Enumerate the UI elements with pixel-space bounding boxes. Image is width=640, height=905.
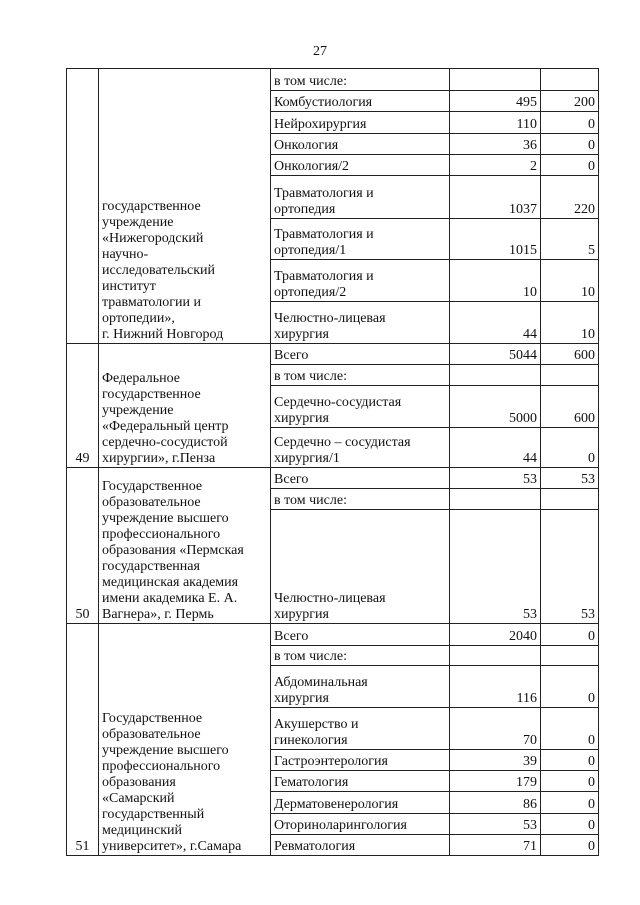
row-number: 51 bbox=[67, 624, 99, 856]
value-total bbox=[450, 69, 541, 91]
profile-cell bbox=[271, 386, 450, 428]
profile-label: Гематология bbox=[274, 775, 349, 790]
profile-cell bbox=[271, 646, 450, 666]
value-secondary: 53 bbox=[541, 510, 599, 624]
value-total: 5000 bbox=[450, 386, 541, 428]
value-total bbox=[450, 365, 541, 386]
value-total: 2 bbox=[450, 155, 541, 176]
value-total: 1037 bbox=[450, 176, 541, 219]
value-total: 36 bbox=[450, 134, 541, 155]
value-secondary bbox=[541, 489, 599, 510]
allocation-table bbox=[66, 68, 599, 856]
profile-cell bbox=[271, 344, 450, 365]
value-total: 53 bbox=[450, 814, 541, 835]
value-total: 44 bbox=[450, 428, 541, 468]
value-secondary: 53 bbox=[541, 468, 599, 489]
profile-label: Дерматовенерология bbox=[274, 797, 399, 812]
row-number bbox=[67, 69, 99, 344]
profile-label: Челюстно-лицевая хирургия bbox=[274, 591, 386, 622]
value-secondary: 0 bbox=[541, 771, 599, 792]
profile-cell bbox=[271, 69, 450, 91]
value-total: 53 bbox=[450, 510, 541, 624]
profile-cell bbox=[271, 302, 450, 344]
organization-cell bbox=[99, 624, 271, 856]
value-total: 70 bbox=[450, 708, 541, 750]
value-secondary: 0 bbox=[541, 134, 599, 155]
organization-cell bbox=[99, 69, 271, 344]
value-total: 5044 bbox=[450, 344, 541, 365]
organization-name: Федеральное государственное учреждение «Федеральный центр сердечно-сосудистой хирургии», г.Пенза bbox=[102, 371, 229, 466]
organization-name: Государственное образовательное учреждение высшего профессионального образования «Пермская государственная медицинская академия имени академика Е. А. Вагнера», г. Пермь bbox=[102, 479, 244, 622]
value-secondary: 0 bbox=[541, 155, 599, 176]
value-total: 39 bbox=[450, 750, 541, 771]
row-number: 50 bbox=[67, 468, 99, 624]
profile-cell bbox=[271, 219, 450, 260]
profile-cell bbox=[271, 428, 450, 468]
profile-cell bbox=[271, 176, 450, 219]
profile-label: Гастроэнтерология bbox=[274, 754, 388, 769]
value-total: 53 bbox=[450, 468, 541, 489]
value-total: 10 bbox=[450, 260, 541, 302]
profile-label: в том числе: bbox=[274, 369, 347, 384]
profile-cell bbox=[271, 155, 450, 176]
value-secondary: 5 bbox=[541, 219, 599, 260]
value-secondary: 0 bbox=[541, 428, 599, 468]
profile-cell bbox=[271, 814, 450, 835]
profile-cell bbox=[271, 468, 450, 489]
value-secondary: 600 bbox=[541, 386, 599, 428]
table-row bbox=[67, 624, 599, 646]
value-secondary: 220 bbox=[541, 176, 599, 219]
organization-name: государственное учреждение «Нижегородский научно- исследовательский институт травматологии и ортопедии», г. Нижний Новгород bbox=[102, 199, 224, 342]
profile-label: Оториноларингология bbox=[274, 818, 407, 833]
profile-label: Челюстно-лицевая хирургия bbox=[274, 311, 386, 342]
value-secondary: 600 bbox=[541, 344, 599, 365]
profile-label: Травматология и ортопедия/1 bbox=[274, 227, 374, 258]
value-secondary: 10 bbox=[541, 260, 599, 302]
value-total: 1015 bbox=[450, 219, 541, 260]
profile-label: Травматология и ортопедия bbox=[274, 186, 374, 217]
value-total: 86 bbox=[450, 792, 541, 814]
value-secondary bbox=[541, 646, 599, 666]
profile-cell bbox=[271, 510, 450, 624]
value-secondary: 0 bbox=[541, 835, 599, 856]
profile-cell bbox=[271, 624, 450, 646]
value-secondary bbox=[541, 69, 599, 91]
value-total: 110 bbox=[450, 112, 541, 134]
value-secondary: 0 bbox=[541, 750, 599, 771]
profile-cell bbox=[271, 792, 450, 814]
profile-label: в том числе: bbox=[274, 493, 347, 508]
organization-cell bbox=[99, 344, 271, 468]
value-total: 495 bbox=[450, 91, 541, 112]
profile-cell bbox=[271, 750, 450, 771]
profile-label: Абдоминальная хирургия bbox=[274, 675, 368, 706]
profile-cell bbox=[271, 835, 450, 856]
value-secondary: 0 bbox=[541, 708, 599, 750]
value-secondary: 0 bbox=[541, 792, 599, 814]
profile-cell bbox=[271, 771, 450, 792]
profile-cell bbox=[271, 260, 450, 302]
profile-label: Сердечно – сосудистая хирургия/1 bbox=[274, 435, 411, 466]
profile-label: в том числе: bbox=[274, 74, 347, 89]
value-total bbox=[450, 489, 541, 510]
value-secondary bbox=[541, 365, 599, 386]
value-secondary: 0 bbox=[541, 814, 599, 835]
organization-name: Государственное образовательное учреждение высшего профессионального образования «Самарский государственный медицинский университет», г.Самара bbox=[102, 711, 242, 854]
profile-cell bbox=[271, 666, 450, 708]
profile-label: Акушерство и гинекология bbox=[274, 717, 359, 748]
value-secondary: 200 bbox=[541, 91, 599, 112]
value-total: 44 bbox=[450, 302, 541, 344]
row-number: 49 bbox=[67, 344, 99, 468]
value-total: 2040 bbox=[450, 624, 541, 646]
value-secondary: 10 bbox=[541, 302, 599, 344]
page-number: 27 bbox=[313, 44, 327, 59]
profile-label: в том числе: bbox=[274, 649, 347, 664]
profile-label: Комбустиология bbox=[274, 95, 373, 110]
value-total: 71 bbox=[450, 835, 541, 856]
profile-cell bbox=[271, 91, 450, 112]
profile-label: Онкология/2 bbox=[274, 159, 350, 174]
value-total: 179 bbox=[450, 771, 541, 792]
profile-cell bbox=[271, 112, 450, 134]
table-row bbox=[67, 344, 599, 365]
profile-cell bbox=[271, 708, 450, 750]
profile-label: Онкология bbox=[274, 138, 339, 153]
table-row bbox=[67, 468, 599, 489]
table-row bbox=[67, 69, 599, 91]
value-secondary: 0 bbox=[541, 112, 599, 134]
profile-label: Всего bbox=[274, 348, 309, 363]
value-total: 116 bbox=[450, 666, 541, 708]
profile-label: Травматология и ортопедия/2 bbox=[274, 269, 374, 300]
profile-label: Сердечно-сосудистая хирургия bbox=[274, 395, 402, 426]
value-total bbox=[450, 646, 541, 666]
profile-cell bbox=[271, 365, 450, 386]
profile-label: Нейрохирургия bbox=[274, 117, 367, 132]
profile-cell bbox=[271, 489, 450, 510]
profile-cell bbox=[271, 134, 450, 155]
profile-label: Всего bbox=[274, 629, 309, 644]
value-secondary: 0 bbox=[541, 624, 599, 646]
value-secondary: 0 bbox=[541, 666, 599, 708]
profile-label: Всего bbox=[274, 472, 309, 487]
profile-label: Ревматология bbox=[274, 839, 356, 854]
organization-cell bbox=[99, 468, 271, 624]
